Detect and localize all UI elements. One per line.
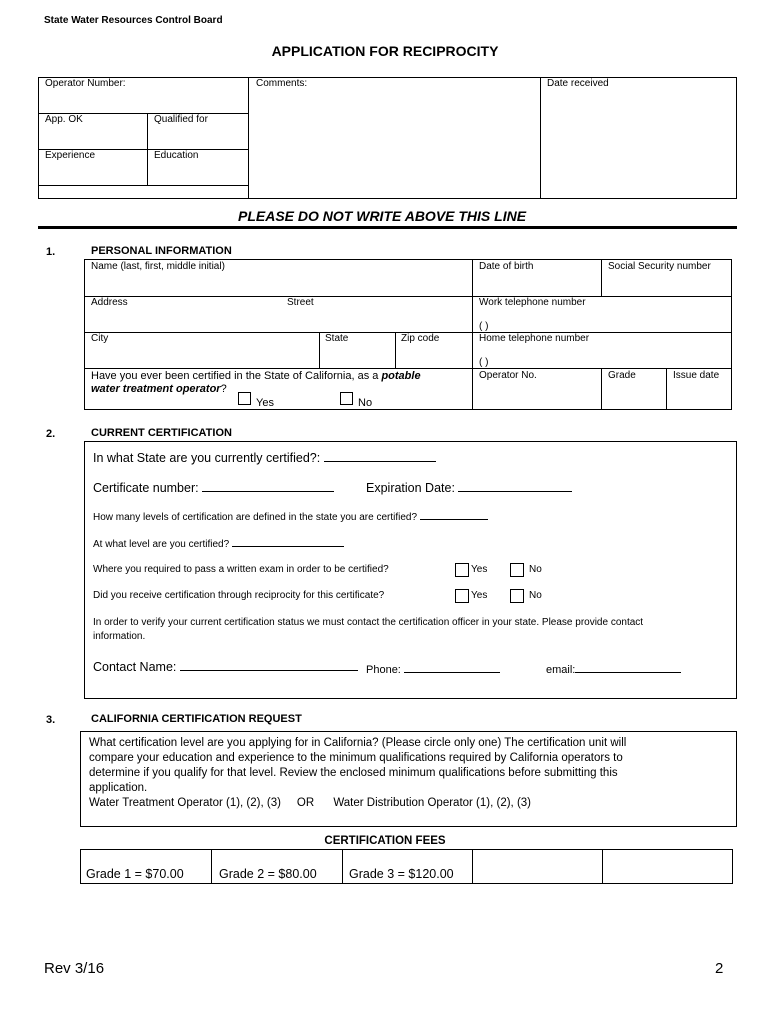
exam-yes-label: Yes <box>471 564 488 575</box>
exam-no-label: No <box>529 564 542 575</box>
ca-certified-no-label: No <box>358 397 373 409</box>
revision-label: Rev 3/16 <box>44 960 105 977</box>
fees-title: CERTIFICATION FEES <box>324 835 446 847</box>
fee-grade-3: Grade 3 = $120.00 <box>349 867 454 881</box>
section-1-number: 1. <box>46 246 56 258</box>
page-number: 2 <box>715 960 724 977</box>
request-options: Water Treatment Operator (1), (2), (3) OR Water Distribution Operator (1), (2), (3) <box>89 797 532 809</box>
contact-email-field[interactable] <box>575 660 681 673</box>
current-state-question: In what State are you currently certified?: <box>93 449 436 465</box>
level-field[interactable] <box>232 536 344 547</box>
ssn-label: Social Security number <box>608 261 711 272</box>
verify-instructions-line2: information. <box>93 631 146 642</box>
reciprocity-question: Did you receive certification through reciprocity for this certificate? <box>93 590 385 601</box>
app-ok-label: App. OK <box>45 114 83 125</box>
reciprocity-yes-label: Yes <box>471 590 488 601</box>
expiration-date-field[interactable] <box>458 479 572 492</box>
home-phone-area-code: ( ) <box>479 357 489 368</box>
experience-label: Experience <box>45 150 96 161</box>
expiration-date-row: Expiration Date: <box>366 479 572 495</box>
levels-field[interactable] <box>420 509 488 520</box>
contact-name-field[interactable] <box>180 658 358 671</box>
dob-label: Date of birth <box>479 261 534 272</box>
date-received-label: Date received <box>547 78 609 89</box>
reciprocity-yes-checkbox[interactable] <box>455 589 469 603</box>
form-title: APPLICATION FOR RECIPROCITY <box>271 43 499 59</box>
request-text-line4: application. <box>89 782 148 794</box>
home-phone-label: Home telephone number <box>479 333 590 344</box>
reciprocity-no-label: No <box>529 590 542 601</box>
request-text-line1: What certification level are you applying for in California? (Please circle only one) The certification unit will <box>89 737 627 749</box>
exam-yes-checkbox[interactable] <box>455 563 469 577</box>
section-2-number: 2. <box>46 428 56 440</box>
agency-name: State Water Resources Control Board <box>44 15 223 26</box>
divider-line <box>38 226 737 229</box>
contact-email-row: email: <box>546 660 681 676</box>
comments-label: Comments: <box>256 78 308 89</box>
ca-certified-yes-checkbox[interactable] <box>238 392 251 405</box>
education-label: Education <box>154 150 199 161</box>
reciprocity-no-checkbox[interactable] <box>510 589 524 603</box>
fee-grade-2: Grade 2 = $80.00 <box>219 867 317 881</box>
ca-certified-question-line2: water treatment operator? <box>91 383 227 395</box>
certificate-number-row: Certificate number: <box>93 479 334 495</box>
grade-label: Grade <box>608 370 636 381</box>
section-3-number: 3. <box>46 714 56 726</box>
current-state-field[interactable] <box>324 449 436 462</box>
certificate-number-field[interactable] <box>202 479 334 492</box>
ca-certified-question: Have you ever been certified in the State of California, as a potable <box>91 370 421 382</box>
operator-no-label: Operator No. <box>479 370 537 381</box>
contact-phone-row: Phone: <box>366 660 500 676</box>
verify-instructions: In order to verify your current certification status we must contact the certification officer in your state. Please provide contact <box>93 617 644 628</box>
section-3-title: CALIFORNIA CERTIFICATION REQUEST <box>91 713 302 725</box>
contact-name-row: Contact Name: <box>93 658 358 674</box>
do-not-write-notice: PLEASE DO NOT WRITE ABOVE THIS LINE <box>238 208 527 224</box>
ca-certified-yes-label: Yes <box>256 397 274 409</box>
contact-phone-field[interactable] <box>404 660 500 673</box>
work-phone-area-code: ( ) <box>479 321 489 332</box>
name-label: Name (last, first, middle initial) <box>91 261 225 272</box>
qualified-for-label: Qualified for <box>154 114 208 125</box>
exam-no-checkbox[interactable] <box>510 563 524 577</box>
section-1-title: PERSONAL INFORMATION <box>91 245 232 257</box>
request-text-line2: compare your education and experience to the minimum qualifications required by California operators to <box>89 752 623 764</box>
city-label: City <box>91 333 109 344</box>
section-2-title: CURRENT CERTIFICATION <box>91 427 232 439</box>
address-label: Address <box>91 297 128 308</box>
exam-question: Where you required to pass a written exam in order to be certified? <box>93 564 389 575</box>
work-phone-label: Work telephone number <box>479 297 586 308</box>
ca-certified-no-checkbox[interactable] <box>340 392 353 405</box>
operator-number-label: Operator Number: <box>45 78 126 89</box>
fee-grade-1: Grade 1 = $70.00 <box>86 867 184 881</box>
issue-date-label: Issue date <box>673 370 720 381</box>
levels-question: How many levels of certification are defined in the state you are certified? <box>93 509 488 523</box>
level-question: At what level are you certified? <box>93 536 344 550</box>
state-label: State <box>325 333 349 344</box>
street-label: Street <box>287 297 314 308</box>
zip-label: Zip code <box>401 333 440 344</box>
request-text-line3: determine if you qualify for that level. Review the enclosed minimum qualifications before submitting this <box>89 767 618 779</box>
